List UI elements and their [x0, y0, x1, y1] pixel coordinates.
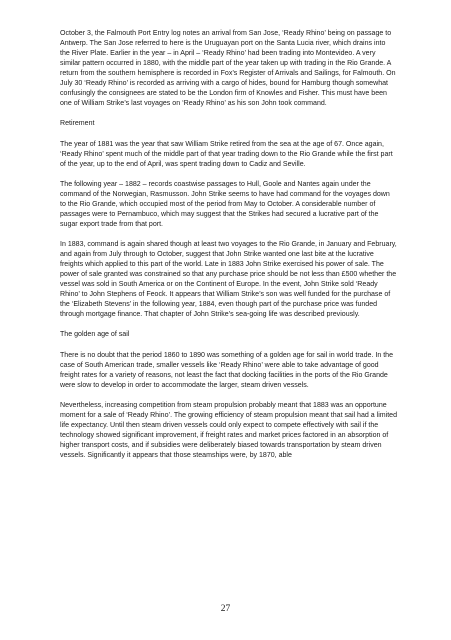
- page-number: 27: [220, 604, 231, 614]
- section-heading-retirement: Retirement: [60, 120, 95, 128]
- paragraph-5: There is no doubt that the period 1860 to 1890 was something of a golden age for sail in world trade. In the case of South American trade, smaller vessels like ‘Ready Rhino’ were able to take advantage of good freight rates for a variety of reasons, not least the fact that docking facilities in the ports of the Rio Grande were slow to develop in order to accommodate the larger, steam driven vessels.: [60, 351, 393, 389]
- paragraph-2: The year of 1881 was the year that saw William Strike retired from the sea at the age of 67. Once again, ‘Ready Rhino’ spent much of the middle part of that year trading down to the Rio Grande while the first part of the year, up to the end of April, was spent trading down to Cadiz and Seville.: [60, 140, 393, 168]
- paragraph-4: In 1883, command is again shared though at least two voyages to the Rio Grande, in January and February, and again from July through to October, suggest that John Strike wanted one last bite at the lucrative freights which applied to this part of the world. Late in 1883 John Strike exercised his power of sale. The power of sale granted was constrained so that any purchase price should be not less than £500 whether the vessel was sold in South America or on the Continent of Europe. In the event, John Strike sold ‘Ready Rhino’ to John Stephens of Feock. It appears that William Strike’s son was well funded for the purchase of the ‘Elizabeth Stevens’ in the following year, 1884, even though part of the purchase price was funded through mortgage finance. That chapter of John Strike’s sea-going life was described previously.: [60, 240, 397, 319]
- paragraph-1: October 3, the Falmouth Port Entry log notes an arrival from San Jose, ‘Ready Rhino’ being on passage to Antwerp. The San Jose referred to here is the Uruguayan port on the Santa Lucia river, which drains into the River Plate. Earlier in the year – in April – ‘Ready Rhino’ had been trading into Montevideo. A very similar pattern occurred in 1880, with the middle part of the year taken up with trading in the Rio Grande. A return from the southern hemisphere is recorded in Fox’s Register of Arrivals and Sailings, for Falmouth. On July 30 ‘Ready Rhino’ is recorded as arriving with a cargo of hides, bound for Hamburg though somewhat confusingly the consignees are stated to be the London firm of Knowles and Fisher. This must have been one of William Strike’s last voyages on ‘Ready Rhino’ as his son John took command.: [60, 30, 396, 108]
- paragraph-3: The following year – 1882 – records coastwise passages to Hull, Goole and Nantes again under the command of the Norwegian, Rasmusson. John Strike seems to have had command for the voyages down to the Rio Grande, which occupied most of the period from May to October. A considerable number of passages were to Pernambuco, which may suggest that the Strikes had secured a lucrative part of the sugar export trade from that port.: [60, 180, 390, 228]
- page-body: [60, 29, 397, 471]
- paragraph-6: Nevertheless, increasing competition from steam propulsion probably meant that 1883 was an opportune moment for a sale of ‘Ready Rhino’. The growing efficiency of steam propulsion meant that sail had a limited life expectancy. Until then steam driven vessels could only expect to compete effectively with sail if the technology showed significant improvement, if freight rates and market prices factored in an absorption of higher transport costs, and if subsidies were deliberately biased towards transportation by steam driven vessels. Significantly it appears that those steamships were, by 1870, able: [60, 401, 397, 459]
- section-heading-golden-age: The golden age of sail: [60, 331, 130, 339]
